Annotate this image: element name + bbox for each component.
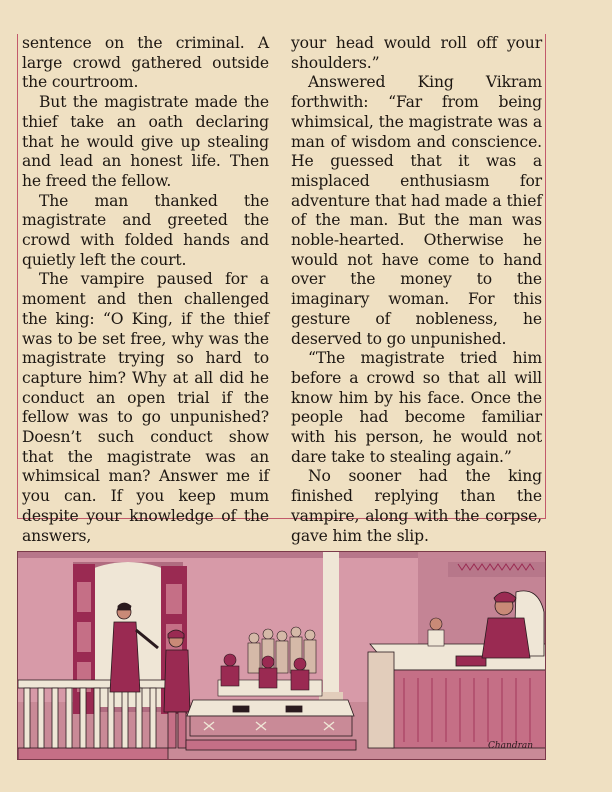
attendant-figure [428,618,444,646]
center-table [186,700,356,750]
artist-signature: Chandran [488,741,534,751]
paragraph: But the magistrate made the thief take an oath declaring that he would give up stealing and lead an honest life. Then he freed the fellow. [22,93,269,190]
paragraph: “The magistrate tried him before a crowd so that all will know him by his face. Once the people had become familiar with his person, he would not dare take to stealing again.” [291,349,542,466]
courtroom-illustration [17,551,546,760]
paragraph: sentence on the criminal. A large crowd gathered outside the courtroom. [22,34,269,92]
paragraph: The man thanked the magistrate and greeted the crowd with folded hands and quietly left the court. [22,191,269,269]
paragraph: The vampire paused for a moment and then challenged the king: “O King, if the thief was to be set free, why was the magistrate trying so hard to capture him? Why at all did he conduct an open trial if the fellow was to go unpunished? Doesn’t such conduct show that the magistrate was an whimsical man? Answer me if you can. If you keep mum despite your knowledge of the answers, [22,270,269,545]
courtroom-scene [18,552,546,760]
paragraph: No sooner had the king finished replying than the vampire, along with the corpse, gave him the slip. [291,467,542,545]
paragraph: your head would roll off your shoulders.” [291,34,542,72]
story-text-frame [17,34,546,545]
magistrate-desk [368,644,546,748]
pillar [323,552,339,702]
left-column [22,34,269,546]
right-column [291,34,542,546]
paragraph: Answered King Vikram forthwith: “Far from being whimsical, the magistrate was a man of wisdom and conscience. He guessed that it was a misplaced enthusiasm for adventure that had made a thief of the man. But the man was noble-hearted. Otherwise he would not have come to hand over the money to the imaginary woman. For this gesture of nobleness, he deserved to go unpunished. [291,73,542,348]
